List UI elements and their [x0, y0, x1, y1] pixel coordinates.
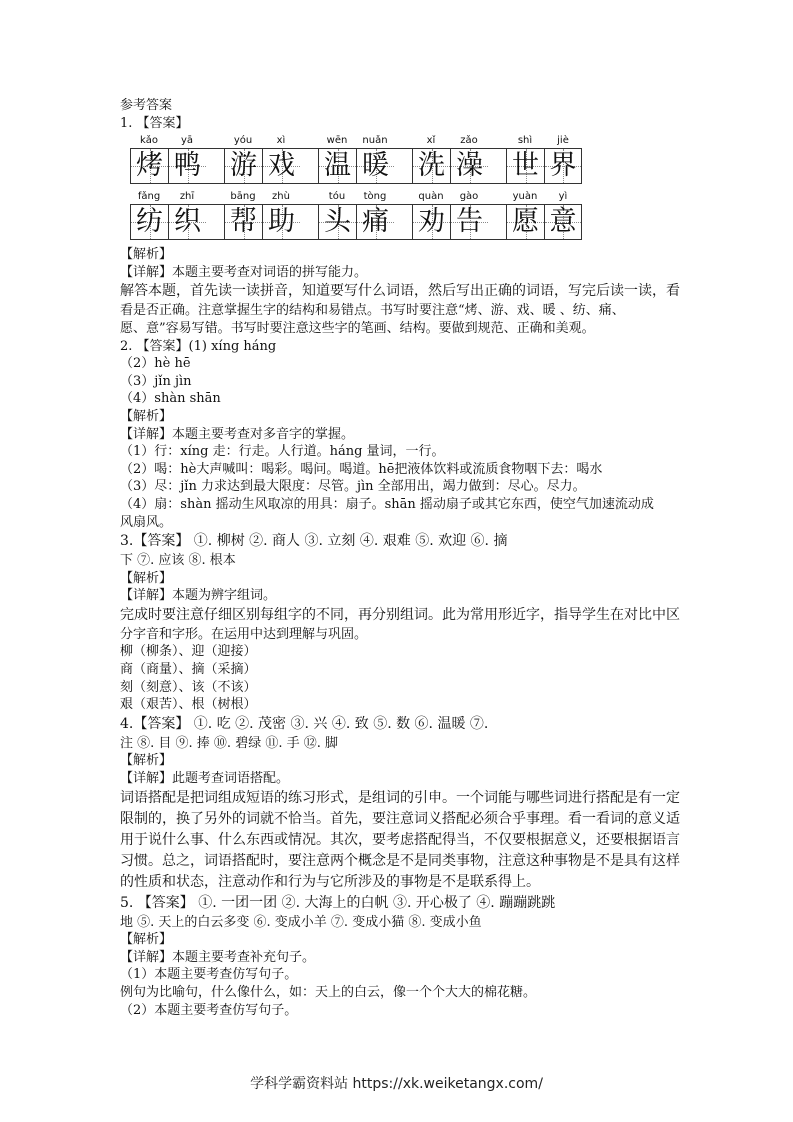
text-line: 下 ⑦. 应该 ⑧. 根本: [120, 553, 236, 569]
pinyin: gào: [459, 191, 479, 203]
text-line: 地 ⑤. 天上的白云多变 ⑥. 变成小羊 ⑦. 变成小猫 ⑧. 变成小鱼: [120, 914, 482, 930]
pinyin: yā: [180, 135, 194, 147]
text-line: （3）尽：jǐn 力求达到最大限度：尽管。jìn 全部用出，竭力做到：尽心。尽力。: [120, 479, 586, 495]
character: 助: [268, 206, 295, 238]
character: 世: [512, 150, 539, 182]
character: 游: [230, 150, 257, 182]
text-line: 用于说什么事、什么东西或情况。其次，要考虑搭配得当，不仅要根据意义，还要根据语言: [120, 831, 680, 848]
grid-gap: [488, 148, 506, 184]
character: 帮: [230, 206, 257, 238]
text-line: 愿、意”容易写错。书写时要注意这些字的笔画、结构。要做到规范、正确和美观。: [120, 320, 595, 336]
footer-watermark: 学科学霸资料站 https://xk.weiketangx.com/: [250, 1076, 543, 1092]
character-cell: [506, 204, 544, 240]
character-cell: [450, 148, 488, 184]
question-1-label: 1. 【答案】: [120, 115, 189, 131]
character: 鸭: [174, 150, 201, 182]
character-cell: [262, 148, 300, 184]
text-line: 分字音和字形。在运用中达到理解与巩固。: [120, 626, 368, 642]
pinyin: zǎo: [460, 135, 478, 147]
character-cell: [318, 148, 356, 184]
text-line: 4.【答案】 ①. 吃 ②. 茂密 ③. 兴 ④. 致 ⑤. 数 ⑥. 温暖 ⑦.: [120, 715, 489, 732]
grid-row: [130, 190, 680, 240]
pinyin: xì: [276, 135, 286, 147]
character: 劝: [418, 206, 445, 238]
character-cell: [544, 204, 582, 240]
text-line: 刻（刻意）、该（不该）: [120, 679, 257, 695]
character-cell: [544, 148, 582, 184]
text-line: 3.【答案】 ①. 柳树 ②. 商人 ③. 立刻 ④. 艰难 ⑤. 欢迎 ⑥. 摘: [120, 533, 508, 550]
pinyin: tóu: [328, 191, 346, 203]
text-line: 风扇风。: [120, 514, 173, 530]
word-group: [224, 134, 300, 184]
pinyin: jiè: [557, 135, 569, 147]
pinyin: nuǎn: [362, 135, 388, 147]
text-line: （1）本题主要考查仿写句子。: [120, 967, 298, 983]
word-group: [224, 190, 300, 240]
text-line: 解答本题，首先读一读拼音，知道要写什么词语，然后写出正确的词语，写完后读一读，看: [120, 283, 680, 300]
text-line: 艰（艰苦）、根（树根）: [120, 697, 257, 713]
text-line: 商（商量）、摘（采摘）: [120, 662, 257, 678]
character: 暖: [362, 150, 389, 182]
character: 头: [324, 206, 351, 238]
text-line: 【详解】此题考查词语搭配。: [120, 771, 290, 787]
text-line: 5. 【答案】 ①. 一团一团 ②. 大海上的白帆 ③. 开心极了 ④. 蹦蹦跳跳: [120, 894, 556, 911]
pinyin: quàn: [418, 191, 444, 203]
character: 洗: [418, 150, 445, 182]
text-line: 词语搭配是把词组成短语的练习形式，是组词的引申。一个词能与哪些词进行搭配是有一定: [120, 789, 680, 806]
character: 温: [324, 150, 351, 182]
grid-row: [130, 134, 680, 184]
text-line: 注 ⑧. 目 ⑨. 捧 ⑩. 碧绿 ⑪. 手 ⑫. 脚: [120, 735, 338, 751]
text-line: （2）hè hē: [120, 356, 191, 372]
character-cell: [356, 148, 394, 184]
pinyin: zhù: [272, 191, 290, 203]
pinyin: kǎo: [139, 135, 159, 147]
character-cell: [168, 148, 206, 184]
word-group: [506, 190, 582, 240]
character: 告: [456, 206, 483, 238]
text-line: （1）行：xíng 走：行走。人行道。háng 量词，一行。: [120, 444, 445, 460]
text-line: 【详解】本题主要考查对词语的拼写能力。: [120, 264, 368, 280]
text-line: 【详解】本题主要考查对多音字的掌握。: [120, 426, 355, 442]
grid-gap: [206, 148, 224, 184]
grid-gap: [394, 148, 412, 184]
pinyin: xǐ: [426, 135, 436, 147]
grid-gap: [488, 204, 506, 240]
text-line: 例句为比喻句，什么像什么，如：天上的白云，像一个个大大的棉花糖。: [120, 985, 537, 1000]
character-cell: [450, 204, 488, 240]
character-cell: [168, 204, 206, 240]
pinyin: yì: [558, 191, 568, 203]
character: 织: [174, 206, 201, 238]
character: 戏: [268, 150, 295, 182]
character: 痛: [362, 206, 389, 238]
pinyin-character-grid: [130, 134, 680, 240]
answer-body: [120, 246, 680, 1019]
text-line: （4）扇：shàn 摇动生风取凉的用具：扇子。shān 摇动扇子或其它东西，使空气加速流动成: [120, 496, 654, 512]
text-line: 的性质和状态，注意动作和行为与它所涉及的事物是不是联系得上。: [120, 873, 540, 890]
word-group: [130, 134, 206, 184]
text-line: （2）本题主要考查仿写句子。: [120, 1002, 298, 1018]
word-group: [318, 134, 394, 184]
character-cell: [130, 204, 168, 240]
grid-gap: [300, 204, 318, 240]
pinyin: bāng: [230, 191, 256, 203]
grid-gap: [206, 204, 224, 240]
word-group: [412, 134, 488, 184]
text-line: 【详解】本题为辨字组词。: [120, 588, 277, 604]
character-cell: [224, 148, 262, 184]
character: 界: [549, 150, 577, 182]
word-group: [130, 190, 206, 240]
text-line: 【解析】: [120, 408, 173, 424]
pinyin: wēn: [326, 135, 348, 147]
text-line: （4）shàn shān: [120, 391, 221, 407]
pinyin: zhī: [179, 191, 195, 203]
text-line: 【解析】: [120, 570, 173, 586]
character-cell: [262, 204, 300, 240]
character: 澡: [456, 150, 483, 182]
text-line: 限制的，换了另外的词就不恰当。首先，要注意词义搭配必须合乎事理。看一看词的意义适: [120, 810, 680, 827]
character: 意: [549, 206, 577, 238]
word-group: [412, 190, 488, 240]
grid-gap: [394, 204, 412, 240]
text-line: （3）jǐn jìn: [120, 373, 192, 389]
text-line: 【解析】: [120, 753, 173, 769]
character-cell: [506, 148, 544, 184]
character-cell: [412, 148, 450, 184]
answer-page: [120, 97, 680, 1019]
text-line: 【解析】: [120, 247, 173, 263]
text-line: 看是否正确。注意掌握生字的结构和易错点。书写时要注意“烤、游、戏、暖 、纺、痛、: [120, 303, 625, 319]
character-cell: [224, 204, 262, 240]
pinyin: tòng: [363, 191, 387, 203]
text-line: 【解析】: [120, 932, 173, 948]
character-cell: [318, 204, 356, 240]
page-heading: 参考答案: [120, 98, 173, 113]
text-line: 习惯。总之，词语搭配时，要注意两个概念是不是同类事物，注意这种事物是不是具有这样: [120, 852, 680, 869]
character: 愿: [512, 206, 539, 238]
grid-gap: [300, 148, 318, 184]
word-group: [506, 134, 582, 184]
word-group: [318, 190, 394, 240]
pinyin: yóu: [233, 135, 253, 147]
pinyin: fǎng: [137, 191, 161, 203]
pinyin: shì: [517, 135, 533, 147]
character: 纺: [136, 206, 163, 238]
character-cell: [356, 204, 394, 240]
text-line: 柳（柳条）、迎（迎接）: [120, 644, 257, 660]
text-line: （2）喝：hè大声喊叫：喝彩。喝问。喝道。hē把液体饮料或流质食物咽下去：喝水: [120, 461, 603, 477]
text-line: 【详解】本题主要考查补充句子。: [120, 949, 316, 965]
text-line: 完成时要注意仔细区别每组字的不同，再分别组词。此为常用形近字，指导学生在对比中区: [120, 606, 680, 623]
character-cell: [412, 204, 450, 240]
pinyin: yuàn: [512, 191, 538, 203]
character: 烤: [136, 150, 163, 182]
character-cell: [130, 148, 168, 184]
text-line: 2. 【答案】(1) xíng háng: [120, 338, 277, 354]
